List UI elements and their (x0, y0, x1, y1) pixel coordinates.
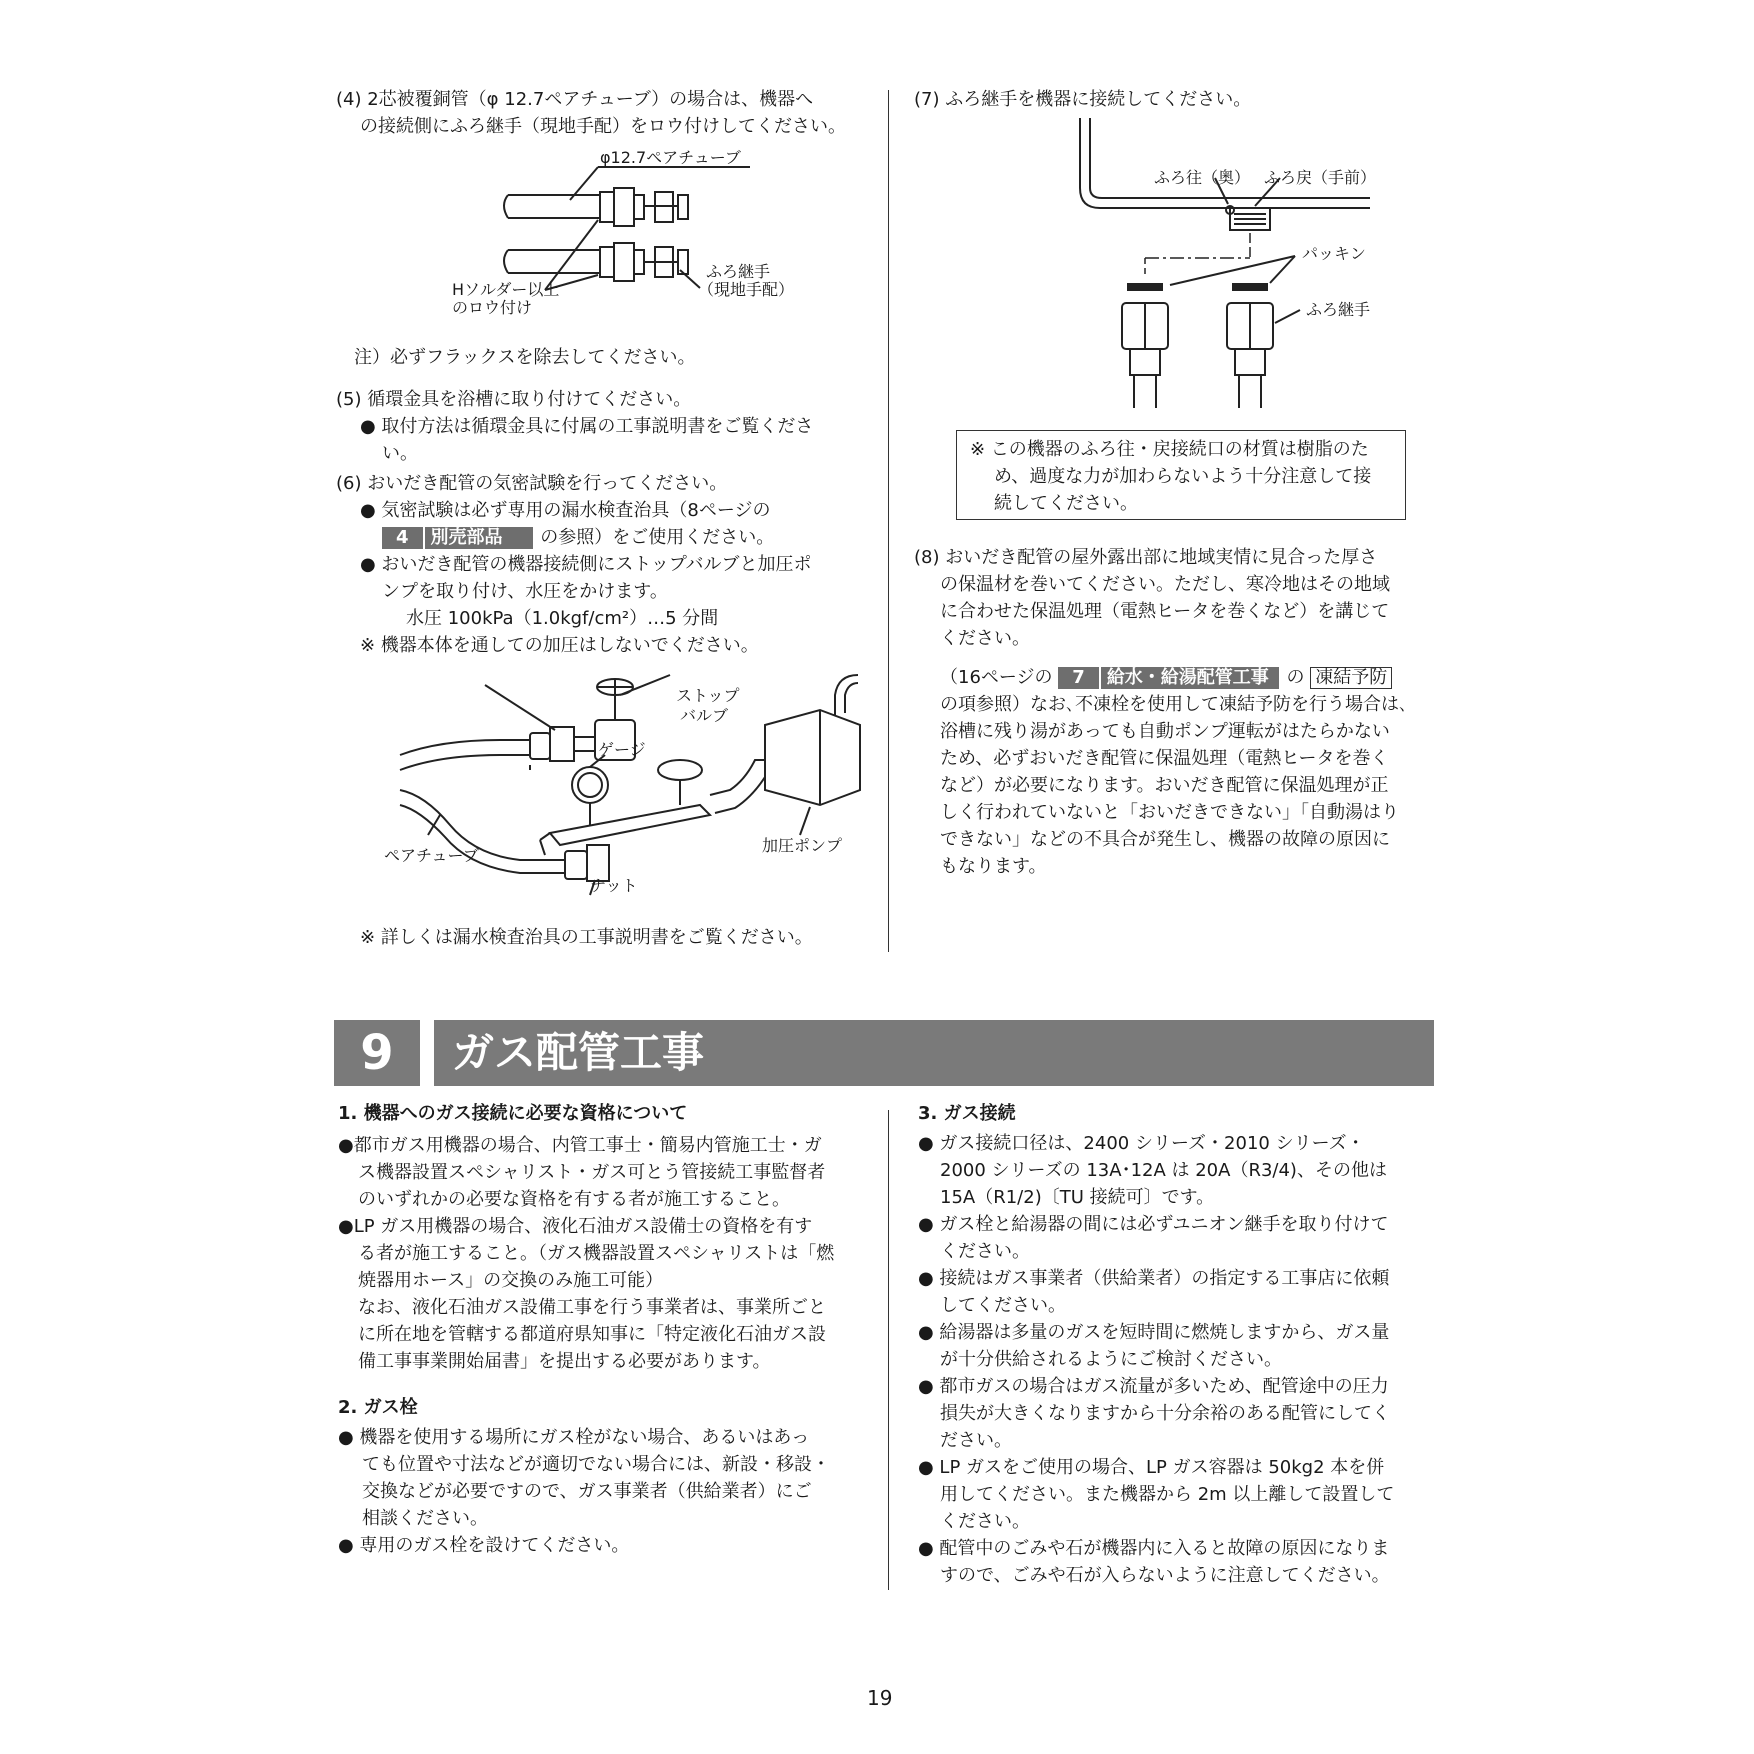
valve-b1-line3: 交換などが必要ですので、ガス事業者（供給業者）にご (362, 1481, 812, 1502)
fig1-joint-label-2: （現地手配） (698, 280, 795, 299)
item-8-p2-line6: しく行われていないと「おいだきできない」「自動湯はり (940, 802, 1399, 823)
valve-b1-line4: 相談ください。 (362, 1508, 488, 1529)
item-4-line1: (4) 2芯被覆銅管（φ 12.7ペアチューブ）の場合は、機器へ (336, 89, 814, 110)
ref-tag-title: 給水・給湯配管工事 (1101, 667, 1279, 689)
conn-c6-line2: 用してください。また機器から 2m 以上離して設置して (940, 1484, 1395, 1505)
item-5-bullet-line1: ● 取付方法は循環金具に付属の工事説明書をご覧くださ (360, 416, 814, 437)
item-6: (6) おいだき配管の気密試験を行ってください。 (336, 473, 728, 494)
qual-b2-line2: る者が施工すること。（ガス機器設置スペシャリストは「燃 (358, 1243, 835, 1264)
fig2-stop-valve-label-1: ストップ (676, 686, 740, 705)
section-title-bar (434, 1020, 1434, 1086)
page-number: 19 (867, 1686, 893, 1710)
caution-line1: ※ この機器のふろ往・戻接続口の材質は樹脂のた (970, 439, 1369, 460)
item-8-line2: の保温材を巻いてください。ただし、寒冷地はその地域 (940, 574, 1390, 595)
valve-b2-line1: ● 専用のガス栓を設けてください。 (338, 1535, 630, 1556)
fig3-return-label: ふろ戻（手前） (1264, 168, 1377, 187)
fig1-solder-label-2: のロウ付け (452, 298, 533, 317)
fig1-joint-label-1: ふろ継手 (706, 262, 771, 281)
fig3-packing-label: パッキン (1302, 244, 1366, 263)
conn-c3-line2: してください。 (940, 1295, 1066, 1316)
caution-line3: 続してください。 (994, 493, 1138, 514)
conn-c5-line3: ださい。 (940, 1430, 1012, 1451)
item-5: (5) 循環金具を浴槽に取り付けてください。 (336, 389, 692, 410)
ref-tag-number: 4 (382, 527, 423, 549)
conn-c1-line2: 2000 シリーズの 13A･12A は 20A（R3/4)、その他は (940, 1160, 1387, 1181)
section-number: 9 (360, 1025, 394, 1081)
fig2-pump-label: 加圧ポンプ (762, 836, 843, 855)
fig3-joint-label: ふろ継手 (1306, 300, 1371, 319)
fig2-nut-label: ナット (590, 876, 638, 895)
item-8-line3: に合わせた保温処理（電熱ヒータを巻くなど）を講じて (940, 601, 1390, 622)
item-8-p2-line8: もなります。 (940, 856, 1047, 877)
item-6-bullet2-line1: ● おいだき配管の機器接続側にストップバルブと加圧ポ (360, 554, 812, 575)
caution-line2: め、過度な力が加わらないよう十分注意して接 (994, 466, 1372, 487)
qual-b1-line3: のいずれかの必要な資格を有する者が施工すること。 (358, 1189, 790, 1210)
item-8-ref-line (940, 664, 1392, 691)
heading-gas-valve: 2. ガス栓 (338, 1397, 418, 1418)
ref-boxed-term: 凍結予防 (1310, 667, 1392, 689)
item-8-p2-line7: できない」などの不具合が発生し、機器の故障の原因に (940, 829, 1390, 850)
conn-c7-line2: すので、ごみや石が入らないように注意してください。 (940, 1565, 1390, 1586)
fig1-pipe-label: φ12.7ペアチューブ (600, 148, 741, 167)
qual-b2-line3: 焼器用ホース」の交換のみ施工可能） (358, 1270, 664, 1291)
qual-b1-line1: ●都市ガス用機器の場合、内管工事士・簡易内管施工士・ガ (338, 1135, 822, 1156)
fig3-outflow-label: ふろ往（奥） (1154, 168, 1251, 187)
ref-tail: の参照）をご使用ください。 (540, 527, 775, 548)
divider-top (888, 90, 889, 952)
conn-c6-line1: ● LP ガスをご使用の場合、LP ガス容器は 50kg2 本を併 (918, 1457, 1385, 1478)
item-5-bullet-line2: い。 (382, 443, 418, 464)
detail-note: ※ 詳しくは漏水検査治具の工事説明書をご覧ください。 (360, 927, 813, 948)
conn-c2-line2: ください。 (940, 1241, 1030, 1262)
fig2-gauge-label: ゲージ (598, 740, 646, 759)
valve-b1-line1: ● 機器を使用する場所にガス栓がない場合、あるいはあっ (338, 1427, 810, 1448)
item-8-p2-line2: の項参照）なお､不凍栓を使用して凍結予防を行う場合は､ (940, 694, 1408, 715)
item-8-p2-line4: ため、必ずおいだき配管に保温処理（電熱ヒータを巻く (940, 748, 1389, 769)
flux-note: 注）必ずフラックスを除去してください。 (354, 347, 696, 368)
item-4-line2: の接続側にふろ継手（現地手配）をロウ付けしてください。 (360, 116, 846, 137)
conn-c5-line1: ● 都市ガスの場合はガス流量が多いため、配管途中の圧力 (918, 1376, 1389, 1397)
ref-tag-title: 別売部品 (425, 527, 533, 549)
item-8-line1: (8) おいだき配管の屋外露出部に地域実情に見合った厚さ (914, 547, 1378, 568)
fig2-pair-tube-label: ペアチューブ (384, 846, 479, 865)
qual-b2-line6: 備工事事業開始届書」を提出する必要があります。 (358, 1351, 771, 1372)
conn-c7-line1: ● 配管中のごみや石が機器内に入ると故障の原因になりま (918, 1538, 1390, 1559)
conn-c1-line3: 15A（R1/2)〔TU 接続可〕です。 (940, 1187, 1215, 1208)
item-6-bullet2-line2: ンプを取り付け、水圧をかけます。 (382, 581, 668, 602)
fig1-solder-label-1: Hソルダー以上 (452, 280, 560, 299)
conn-c1-line1: ● ガス接続口径は、2400 シリーズ・2010 シリーズ・ (918, 1133, 1365, 1154)
section-number-box (334, 1020, 420, 1086)
conn-c5-line2: 損失が大きくなりますから十分余裕のある配管にしてく (940, 1403, 1390, 1424)
item-8-line4: ください。 (940, 628, 1030, 649)
pressure-spec: 水圧 100kPa（1.0kgf/cm²）…5 分間 (406, 608, 719, 629)
valve-b1-line2: ても位置や寸法などが適切でない場合には、新設・移設・ (362, 1454, 830, 1475)
ref-prefix: （16ページの (940, 667, 1053, 688)
qual-b2-line5: に所在地を管轄する都道府県知事に「特定液化石油ガス設 (358, 1324, 826, 1345)
qual-b2-line4: なお、液化石油ガス設備工事を行う事業者は、事業所ごと (358, 1297, 826, 1318)
ref-tag-number: 7 (1058, 667, 1099, 689)
item-8-p2-line5: など）が必要になります。おいだき配管に保温処理が正 (940, 775, 1389, 796)
conn-c2-line1: ● ガス栓と給湯器の間には必ずユニオン継手を取り付けて (918, 1214, 1389, 1235)
item-6-bullet1-line2 (382, 524, 774, 551)
conn-c3-line1: ● 接続はガス事業者（供給業者）の指定する工事店に依頼 (918, 1268, 1390, 1289)
item-6-bullet1-line1: ● 気密試験は必ず専用の漏水検査治具（8ページの (360, 500, 771, 521)
qual-b1-line2: ス機器設置スペシャリスト・ガス可とう管接続工事監督者 (358, 1162, 826, 1183)
conn-c4-line1: ● 給湯器は多量のガスを短時間に燃焼しますから、ガス量 (918, 1322, 1390, 1343)
conn-c6-line3: ください。 (940, 1511, 1030, 1532)
ref-mid: の (1286, 667, 1305, 688)
qual-b2-line1: ●LP ガス用機器の場合、液化石油ガス設備士の資格を有す (338, 1216, 813, 1237)
conn-c4-line2: が十分供給されるようにご検討ください。 (940, 1349, 1282, 1370)
item-8-p2-line3: 浴槽に残り湯があっても自動ポンプ運転がはたらかない (940, 721, 1390, 742)
heading-qualifications: 1. 機器へのガス接続に必要な資格について (338, 1103, 688, 1124)
item-6-note: ※ 機器本体を通しての加圧はしないでください。 (360, 635, 759, 656)
joint-connection-figure (1070, 118, 1380, 418)
section-title: ガス配管工事 (452, 1028, 705, 1077)
divider-bottom (888, 1110, 889, 1590)
heading-gas-connection: 3. ガス接続 (918, 1103, 1016, 1124)
fig2-stop-valve-label-2: バルブ (680, 706, 729, 725)
item-7: (7) ふろ継手を機器に接続してください。 (914, 89, 1252, 110)
